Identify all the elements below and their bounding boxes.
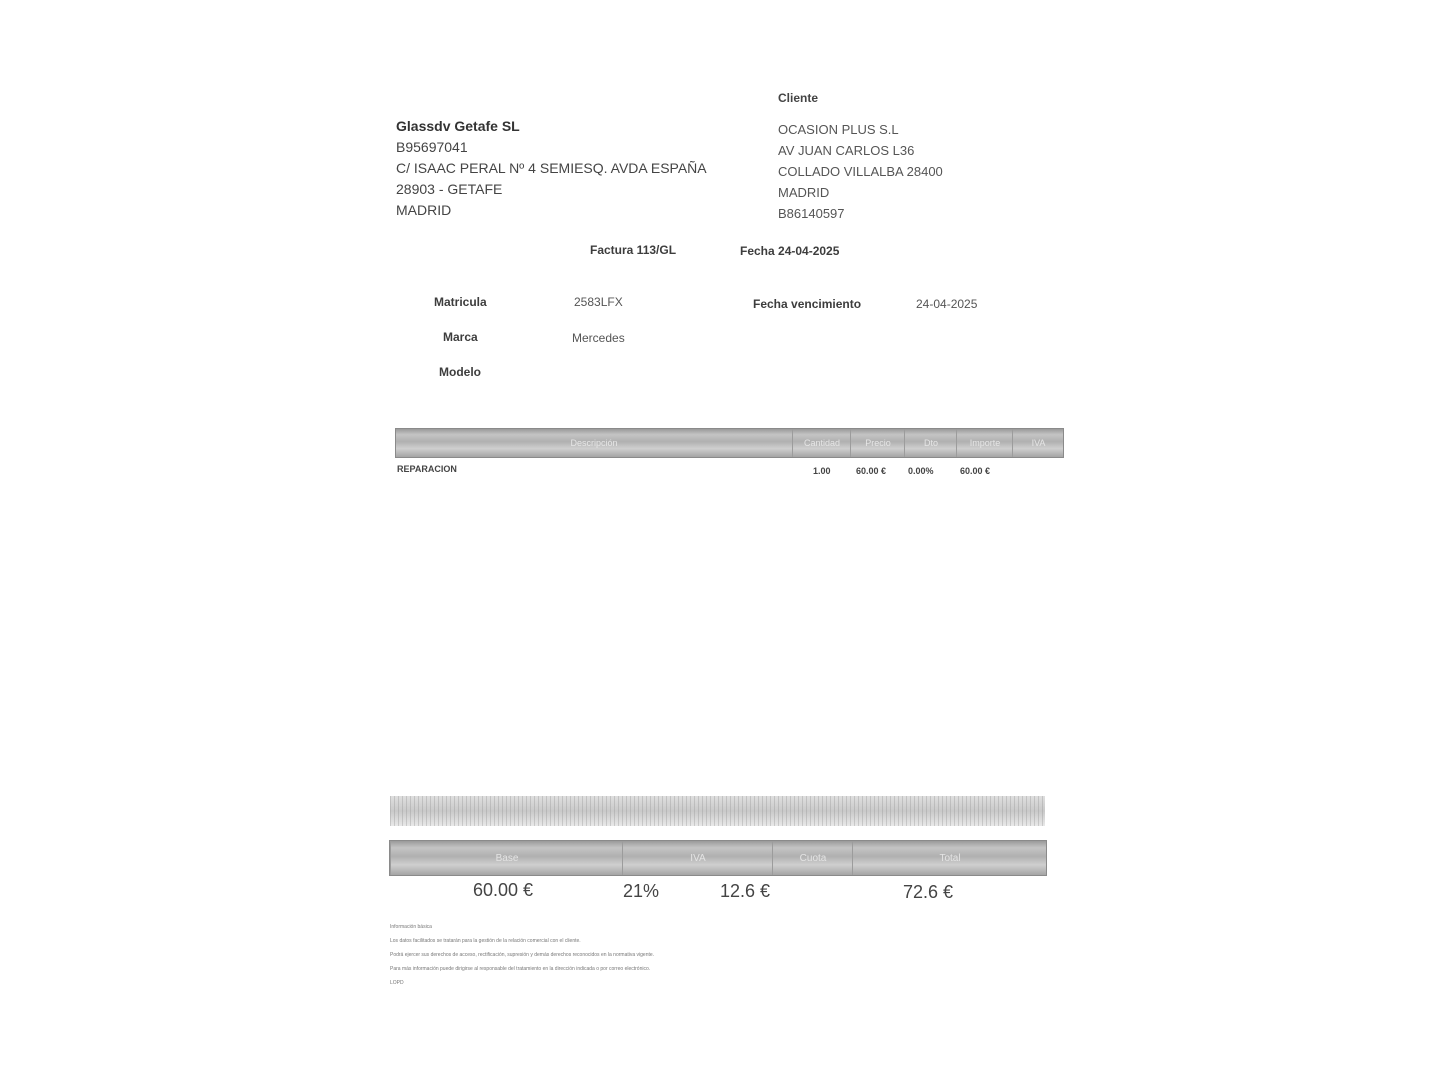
due-date-value: 24-04-2025 [916, 297, 978, 311]
footer-line: Información básica [390, 924, 432, 930]
client-name: OCASION PLUS S.L [778, 122, 899, 137]
client-address: AV JUAN CARLOS L36 [778, 143, 915, 158]
line-price: 60.00 € [856, 466, 887, 476]
footer-line: LOPD [390, 980, 404, 986]
issuer-address: C/ ISAAC PERAL Nº 4 SEMIESQ. AVDA ESPAÑA [396, 160, 707, 176]
line-quantity: 1.00 [813, 466, 831, 476]
brand-value: Mercedes [572, 331, 625, 345]
totals-header [389, 840, 1047, 876]
plate-label: Matricula [434, 295, 487, 309]
totals-header-quota: Cuota [772, 841, 853, 875]
client-block [778, 88, 943, 224]
brand-label: Marca [443, 330, 478, 344]
header-vat: IVA [1012, 429, 1064, 457]
totals-header-total: Total [852, 841, 1047, 875]
totals-total: 72.6 € [903, 882, 954, 902]
header-discount: Dto [904, 429, 957, 457]
client-nif: B86140597 [778, 206, 845, 221]
totals-vat-rate: 21% [623, 881, 660, 901]
totals-base: 60.00 € [473, 880, 534, 900]
issuer-province: MADRID [396, 202, 452, 218]
client-province: MADRID [778, 185, 830, 200]
issuer-nif: B95697041 [396, 139, 468, 155]
header-description: Descripción [570, 438, 618, 448]
totals-header-base: Base [390, 841, 623, 875]
line-description: REPARACION [397, 464, 457, 474]
client-label: Cliente [778, 91, 819, 105]
totals-header-vat: IVA [622, 841, 773, 875]
totals-vat-amount: 12.6 € [720, 881, 771, 901]
line-discount: 0.00% [908, 466, 934, 476]
client-city: COLLADO VILLALBA 28400 [778, 164, 943, 179]
plate-value: 2583LFX [574, 295, 623, 309]
lines-table-header [395, 428, 1064, 458]
due-date-label: Fecha vencimiento [753, 297, 862, 311]
footer-legal-text [390, 920, 930, 990]
scan-noise-strip [390, 796, 1045, 826]
line-amount: 60.00 € [960, 466, 991, 476]
model-label: Modelo [439, 365, 481, 379]
invoice-number: Factura 113/GL [590, 243, 677, 257]
footer-line: Podrá ejercer sus derechos de acceso, rectificación, supresión y demás derechos reconocidos en la normativa vigente. [390, 952, 655, 958]
issuer-block [396, 116, 707, 221]
footer-line: Los datos facilitados se tratarán para la gestión de la relación comercial con el cliente. [390, 938, 581, 944]
header-amount: Importe [956, 429, 1013, 457]
footer-line: Para más información puede dirigirse al responsable del tratamiento en la dirección indicada o por correo electrónico. [390, 966, 651, 972]
invoice-date: Fecha 24-04-2025 [740, 244, 840, 258]
issuer-postal-city: 28903 - GETAFE [396, 181, 503, 197]
header-quantity: Cantidad [792, 429, 851, 457]
issuer-name: Glassdv Getafe SL [396, 118, 520, 134]
header-price: Precio [850, 429, 905, 457]
